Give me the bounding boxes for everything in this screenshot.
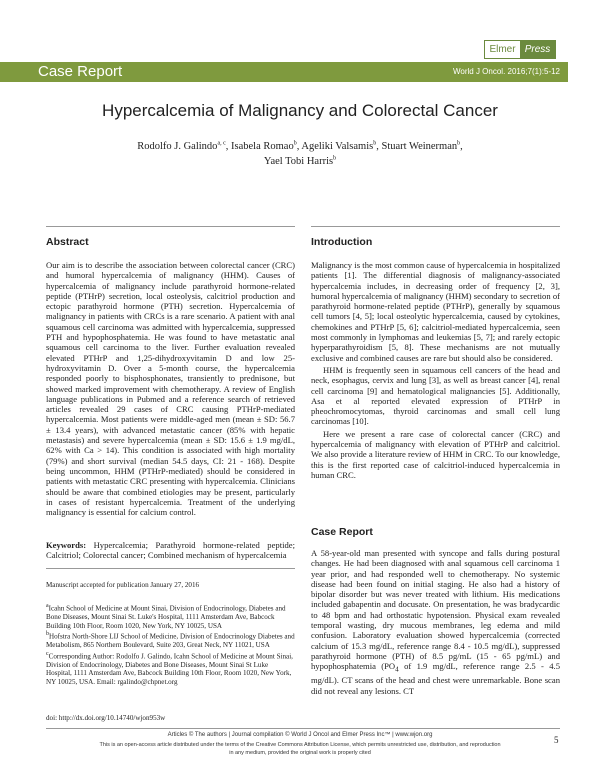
author-list	[90, 137, 510, 168]
affiliations: $^a$Icahn School of Medicine at Mount Sinai, Division of Endocrinology, Diabetes and Bone Diseases, Mount Sinai St. Luke's Hospital, 1111 Amsterdam Ave, Babcock Building 10th Floor, Room 1020, New York, NY 10025, USA $^b$Hofstra North-Shore LIJ School of Medicine, Division of Endocrinology Diabetes and Metabolism, 865 Northern Boulevard, Suite 203, Great Neck, NY 11021, USA $^c$Corresponding Author: Rodolfo J. Galindo, Icahn School of Medicine at Mount Sinai, Division of Endocrinology, Diabetes and Bone Diseases, Mount Sinai St Luke Hospital, 1111 Amsterdam Ave, Babcock Building 10th Floor, Room 1020, New York, NY 10025, USA. Email: rgalindo@chpnet.org	[46, 603, 295, 686]
case-report-text: A 58-year-old man presented with syncope and falls during postural changes. He had been diagnosed with anal squamous cell carcinoma 1 year prior, and had responded well to chemotherapy. No systemic disease had been found on initial staging. He also had a history of bipolar disorder but was never treated with lithium. His medications included gabapentin and docusate. On presentation, he was bradycardic to 48 bpm and had orthostatic hypotension. Physical exam revealed temporal wasting, dry mucous membranes, leg edema and mild confusion. Laboratory evaluation showed hypercalcemia (corrected calcium of 15.3 mg/dL, reference range 8.4 - 10.5 mg/dL), suppressed parathyroid hormone (PTH) of 8.5 pg/mL (15 - 65 pg/mL) and hypophosphatemia ($PO_4$ of 1.9 mg/dL, reference range 2.5 - 4.5 mg/dL). CT scans of the head and chest were unremarkable. Bone scan did not reveal any lesions. CT	[311, 548, 560, 696]
introduction-heading: Introduction	[311, 236, 373, 248]
author: Isabela Romao$^b$,	[231, 140, 302, 152]
logo-text-press: Press	[520, 41, 555, 58]
author: Rodolfo J. Galindo$^{a, c}$,	[137, 140, 232, 152]
article-category: Case Report	[38, 63, 123, 80]
footer-license: This is an open-access article distributed under the terms of the Creative Commons Attribution License, which permits unrestricted use, distribution, and reproduction	[99, 742, 501, 748]
footer-license-cont: in any medium, provided the original work is properly cited	[229, 750, 371, 756]
manuscript-note: Manuscript accepted for publication January 27, 2016	[46, 581, 200, 589]
abstract-top-rule	[46, 226, 295, 227]
author: Yael Tobi Harris$^b$	[263, 155, 337, 167]
doi[interactable]: doi: http://dx.doi.org/10.14740/wjon953w	[46, 714, 166, 722]
introduction-text: Malignancy is the most common cause of hypercalcemia in hospitalized patients [1]. The differential diagnosis of malignancy-associated hypercalcemia includes, in decreasing order of frequency [2, 3], humoral hypercalcemia of malignancy (HHM) secondary to secretion of parathyroid hormone-related peptide (PTHrP), generally by squamous cell tumors [4, 5]; local osteolytic hypercalcemia, caused by cytokines, chemokines and PTHrP [5, 6]; calcitriol-mediated hypercalcemia, seen most commonly in lymphomas and leukemias [5, 7]; and rarely ectopic hyperparathyroidism [5, 8]. These mechanisms are not mutually exclusive and combined causes are rare but should also be considered. HHM is frequently seen in squamous cell cancers of the head and neck, esophagus, cervix and lung [3], as well as breast cancer [4], renal cell carcinoma [9] and hematological malignancies [5]. Additionally, Asa et al reported elevated expression of PTHrP in pheochromocytomas, thyroid carcinomas and small cell lung carcinomas [10]. Here we present a rare case of colorectal cancer (CRC) and hypercalcemia of malignancy with elevation of PTHrP and calcitriol. We also provide a literature review of HHM in CRC. To our knowledge, this is the first reported case of calcitriol-induced hypercalcemia in human CRC.	[311, 260, 560, 480]
abstract-bottom-rule	[46, 568, 295, 569]
case-report-heading: Case Report	[311, 526, 373, 538]
keywords: Keywords: Hypercalcemia; Parathyroid hormone-related peptide; Calcitriol; Colorectal cancer; Combined mechanism of hypercalcemia	[46, 540, 295, 561]
footer-copyright: Articles © The authors | Journal compilation © World J Oncol and Elmer Press Inc™ | www.wjon.org	[167, 732, 433, 738]
header-band	[0, 62, 568, 82]
article-title: Hypercalcemia of Malignancy and Colorectal Cancer	[102, 101, 498, 120]
introduction-top-rule	[311, 226, 560, 227]
abstract-heading: Abstract	[46, 236, 89, 248]
footer-rule	[46, 728, 560, 729]
publisher-logo	[484, 40, 556, 59]
author: Ageliki Valsamis$^b$,	[301, 140, 382, 152]
abstract-text: Our aim is to describe the association between colorectal cancer (CRC) and humoral hypercalcemia of malignancy (HHM). Causes of hypercalcemia of malignancy include parathyroid hormone-related peptide (PTHrP) secretion, local osteolysis, calcitriol production and ectopic parathyroid hormone (PTH) secretion. Hypercalcemia of malignancy in patients with CRCs is a rare scenario. A patient with anal squamous cell carcinoma was admitted with hypercalcemia, suppressed PTH and hypophosphatemia. He was found to have metastatic anal squamous cell carcinoma to the liver. Further evaluation revealed elevated PTHrP and 1,25-dihydroxyvitamin D and low 25-hydroxyvitamin D. Over a 5-month course, the hypercalcemia responded poorly to bisphosphonates, transiently to prednisone, but showed marked improvement with chemotherapy. A review of English language publications in Pubmed and a reference search of retrieved articles revealed 29 cases of CRC causing PTHrP-mediated hypercalcemia. Most patients were middle-aged men (mean ± SD: 56.7 ± 13.4 years), with advanced metastatic cancer (85% with hepatic metastasis) and severe hypercalcemia (mean ± SD: 15.6 ± 1.9 mg/dL, 62% with Ca > 14). This condition is associated with high mortality (79%) and short survival (median 54.5 days, CI: 21 - 168). Despite being uncommon, HHM (PTHrP-mediated) should be considered in patients with metastatic CRC presenting with hypercalcemia. Clinicians should be aware that combined etiologies may be present, particularly in cases of resistant hypercalcemia. Treatment of the underlying malignancy is essential for calcium control.	[46, 260, 295, 518]
author: Stuart Weinerman$^b$,	[381, 140, 463, 152]
logo-text-elmer: Elmer	[485, 41, 520, 58]
page-number: 5	[554, 735, 559, 745]
journal-citation: World J Oncol. 2016;7(1):5-12	[452, 67, 560, 76]
